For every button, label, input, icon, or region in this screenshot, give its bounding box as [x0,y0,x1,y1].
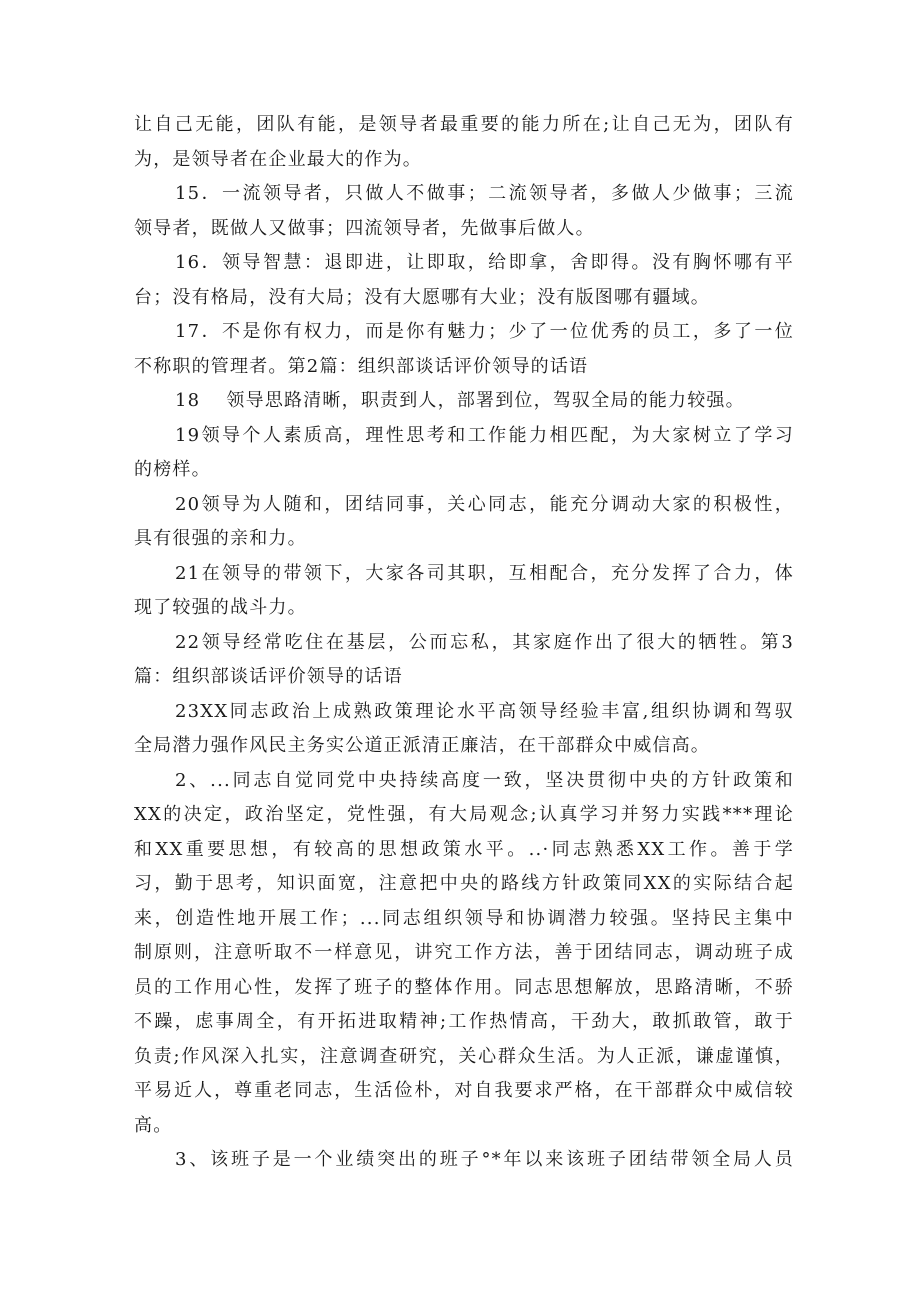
text-line: 高。 [134,1114,173,1136]
text-line: 为，是领导者在企业最大的作为。 [134,148,422,170]
paragraph-23 [134,695,794,764]
paragraph-3 [134,1143,794,1178]
paragraph-2 [134,764,794,1144]
text-line: 20领导为人随和，团结同事，关心同志，能充分调动大家的积极性， [175,493,794,515]
text-line: 23XX同志政治上成熟政策理论水平高领导经验丰富,组织协调和驾驭 [175,700,794,722]
text-line: 平易近人，尊重老同志，生活俭朴，对自我要求严格，在干部群众中威信较 [134,1080,794,1101]
paragraph-19 [134,419,794,488]
text-line: 来，创造性地开展工作；...同志组织领导和协调潜力较强。坚持民主集中 [134,907,794,929]
paragraph-22 [134,626,794,695]
text-line: 现了较强的战斗力。 [134,597,307,618]
text-line: XX的决定，政治坚定，党性强，有大局观念;认真学习并努力实践***理论 [134,804,794,825]
text-line: 制原则，注意听取不一样意见，讲究工作方法，善于团结同志，调动班子成 [134,942,794,963]
paragraph-17 [134,315,794,384]
text-line: 篇：组织部谈话评价领导的话语 [134,666,403,687]
text-line: 18 领导思路清晰，职责到人，部署到位，驾驭全局的能力较强。 [175,390,745,411]
text-line: 习，勤于思考，知识面宽，注意把中央的路线方针政策同XX的实际结合起 [134,873,794,894]
text-line: 3、该班子是一个业绩突出的班子°*年以来该班子团结带领全局人员 [175,1149,794,1170]
text-line: 不称职的管理者。第2篇：组织部谈话评价领导的话语 [134,355,589,377]
text-line: 15．一流领导者，只做人不做事；二流领导者，多做人少做事；三流 [175,183,794,204]
text-line: 员的工作用心性，发挥了班子的整体作用。同志思想解放，思路清晰，不骄 [134,976,794,998]
text-line: 领导者，既做人又做事；四流领导者，先做事后做人。 [134,217,595,239]
text-line: 2、...同志自觉同党中央持续高度一致，坚决贯彻中央的方针政策和 [175,769,794,791]
text-line: 17．不是你有权力，而是你有魅力；少了一位优秀的员工，多了一位 [175,321,794,342]
text-line: 负责;作风深入扎实，注意调查研究，关心群众生活。为人正派，谦虚谨慎， [134,1045,794,1067]
paragraph-16 [134,246,794,315]
paragraph-20 [134,488,794,557]
paragraph-21 [134,557,794,626]
text-line: 让自己无能，团队有能，是领导者最重要的能力所在;让自己无为，团队有 [134,114,794,135]
text-line: 不躁，虑事周全，有开拓进取精神;工作热情高，干劲大，敢抓敢管，敢于 [134,1011,794,1032]
text-line: 具有很强的亲和力。 [134,528,307,549]
document-page [134,108,794,1178]
text-line: 16．领导智慧：退即进，让即取，给即拿，舍即得。没有胸怀哪有平 [175,252,794,273]
text-line: 台；没有格局，没有大局；没有大愿哪有大业；没有版图哪有疆域。 [134,286,710,308]
text-line: 21在领导的带领下，大家各司其职，互相配合，充分发挥了合力，体 [175,562,794,584]
paragraph-18 [134,384,794,419]
paragraph [134,108,794,177]
text-line: 22领导经常吃住在基层，公而忘私，其家庭作出了很大的牺牲。第3 [175,631,794,653]
text-line: 和XX重要思想，有较高的思想政策水平。..·同志熟悉XX工作。善于学 [134,838,794,860]
paragraph-15 [134,177,794,246]
text-line: 全局潜力强作风民主务实公道正派清正廉洁，在干部群众中威信高。 [134,735,710,756]
text-line: 19领导个人素质高，理性思考和工作能力相匹配，为大家树立了学习 [175,424,794,446]
text-line: 的榜样。 [134,459,211,480]
